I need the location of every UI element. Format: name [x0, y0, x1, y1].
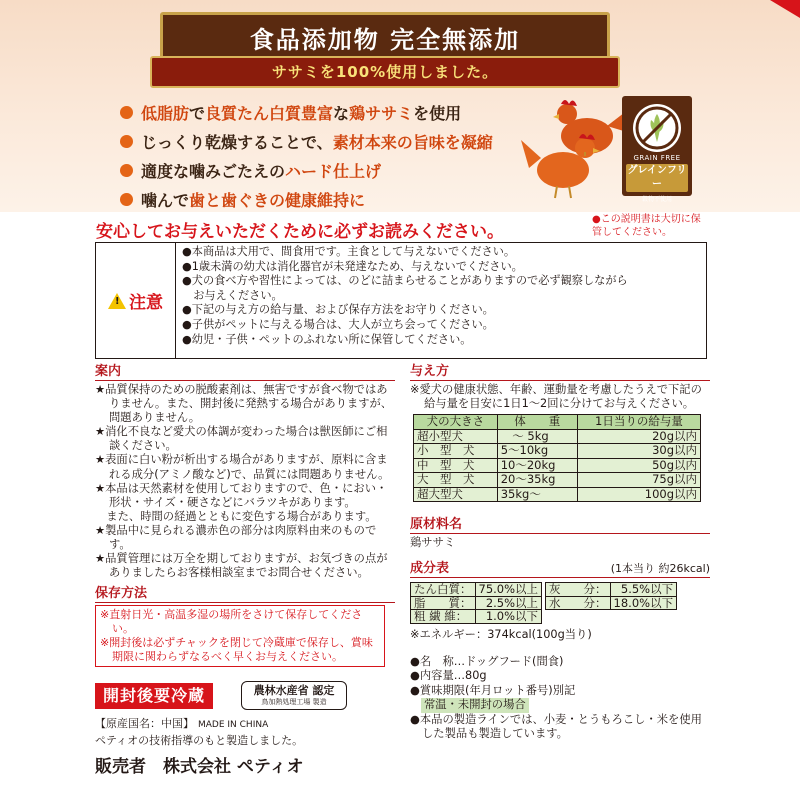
feeding-table [413, 414, 701, 502]
spec-line-note: ●本品の製造ラインでは、小麦・とうもろこし・米を使用した製品も製造しています。 [410, 712, 702, 741]
table-row [411, 596, 542, 610]
table-row [411, 583, 542, 597]
amount-cell: 20g以内 [577, 429, 700, 444]
table-row [414, 487, 701, 502]
feeding-intro-text: ※愛犬の健康状態、年齢、運動量を考慮したうえで下記の給与量を目安に1日1〜2回に分けてお与えください。 [410, 383, 702, 411]
feature-text: 噛んで [141, 190, 190, 210]
amount-cell: 75g以内 [577, 473, 700, 488]
composition-table-left [410, 582, 542, 624]
table-header-row [414, 415, 701, 430]
origin-info [95, 716, 395, 748]
composition-header [410, 560, 710, 578]
weight-cell: 〜 5kg [497, 429, 577, 444]
storage-item: ※開封後は必ずチャックを閉じて冷蔵庫で保存し、賞味期限に関わらずなるべく早くお与えください。 [100, 636, 373, 664]
grain-free-sub: 穀物不使用 [641, 196, 672, 203]
dog-size-cell: 小 型 犬 [414, 444, 498, 459]
expiry-badge: 常温・未開封の場合 [421, 698, 529, 713]
no-additives-banner: 食品添加物 完全無添加 [160, 12, 610, 70]
product-spec [410, 655, 710, 742]
composition-per: (1本当り 約26kcal) [610, 562, 710, 576]
amount-cell: 100g以内 [577, 487, 700, 502]
nutrient-value: 1.0%以下 [475, 610, 542, 624]
header-cell: 体 重 [497, 415, 577, 430]
feature-item [120, 185, 493, 213]
grain-free-en: GRAIN FREE [633, 154, 681, 162]
table-row [414, 444, 701, 459]
guide-item: ★表面に白い粉が析出する場合がありますが、原料に含まれる成分(アミノ酸など)で、品質には問題ありません。 [95, 453, 390, 481]
sasami-ribbon: ササミを100%使用しました。 [150, 56, 620, 88]
bullet-dot-icon [120, 164, 133, 177]
weight-cell: 5〜10kg [497, 444, 577, 459]
feature-highlight: 鶏ササミ [349, 103, 414, 123]
maff-certified-stamp [241, 681, 347, 710]
feature-text: 適度な噛みごたえの [141, 161, 286, 181]
feature-item [120, 98, 493, 126]
dog-size-cell: 超大型犬 [414, 487, 498, 502]
nutrient-name: 粗 繊 維： [411, 610, 476, 624]
feature-text: な [333, 103, 350, 123]
storage-item: ※直射日光・高温多湿の場所をさけて保存してください。 [100, 608, 363, 636]
caution-item: ●幼児・子供・ペットのふれない所に保管してください。 [182, 332, 472, 346]
feature-item [120, 156, 493, 184]
nutrient-value: 75.0%以上 [475, 583, 542, 597]
feature-text: じっくり乾燥することで、 [141, 132, 333, 152]
grain-free-ja: グレインフリー [627, 165, 687, 190]
feature-highlight: 歯と歯ぐきの健康維持に [189, 190, 366, 210]
amount-cell: 30g以内 [577, 444, 700, 459]
table-row [414, 473, 701, 488]
origin-note: ペティオの技術指導のもと製造しました。 [95, 734, 304, 748]
guide-item: ★品質保持のための脱酸素剤は、無害ですが食べ物ではありません。また、開封後に発熱する場合がありますが、問題ありません。 [95, 383, 393, 425]
caution-item: ●下記の与え方の給与量、および保存方法をお守りください。 [182, 303, 494, 317]
nutrient-name: 灰 分： [546, 583, 611, 597]
dog-size-cell: 中 型 犬 [414, 458, 498, 473]
nutrient-name: たん白質： [411, 583, 476, 597]
guide-item: ★品質管理には万全を期しておりますが、お気づきの点がありましたらお客様相談室までお問合せください。 [95, 552, 388, 580]
header-cell: 1日当りの給与量 [577, 415, 700, 430]
storage-title: 保存方法 [95, 585, 395, 603]
feature-item [120, 127, 493, 155]
nutrient-name: 脂 質： [411, 596, 476, 610]
refrigerate-label: 開封後要冷蔵 [95, 683, 213, 709]
weight-cell: 10〜20kg [497, 458, 577, 473]
refrigerate-row [95, 681, 395, 710]
weight-cell: 35kg〜 [497, 487, 577, 502]
composition-table-right [545, 582, 677, 610]
table-row [546, 583, 677, 597]
spec-name: ●名 称…ドッグフード(間食) [410, 654, 564, 668]
feeding-intro [410, 383, 710, 411]
caution-label [96, 243, 176, 358]
maff-main: 農林水産省 認定 [253, 684, 335, 698]
nutrient-name: 水 分： [546, 596, 611, 610]
no-grain-icon [633, 104, 681, 152]
table-row [411, 610, 542, 624]
spec-expiry: ●賞味期限(年月ロット番号)別記 [410, 683, 576, 697]
caution-item: ●犬の食べ方や習性によっては、のどに詰まらせることがありますので必ず観察しながら [182, 274, 628, 288]
guide-item: ★製品中に見られる濃赤色の部分は肉原料由来のものです。 [95, 523, 377, 552]
right-column [410, 363, 710, 742]
bullet-dot-icon [120, 193, 133, 206]
guide-list [95, 383, 395, 580]
corner-red-tag [770, 0, 800, 18]
top-promo-area [0, 0, 800, 212]
storage-box [95, 605, 385, 667]
seller-name: 販売者 株式会社 ペティオ [95, 757, 304, 778]
table-row [414, 429, 701, 444]
feature-list [120, 98, 493, 214]
feature-highlight: 素材本来の旨味を凝縮 [332, 132, 493, 152]
caution-item: お与えください。 [182, 288, 283, 302]
composition-tables [410, 580, 710, 624]
dog-size-cell: 超小型犬 [414, 429, 498, 444]
caution-header: 安心してお与えいただくために必ずお読みください。 [96, 222, 504, 242]
energy-note: ※エネルギー：374kcal(100g当り) [410, 627, 592, 641]
feature-highlight: 良質たん白質豊富 [205, 103, 334, 123]
caution-box [95, 242, 707, 359]
guide-item: また、時間の経過とともに変色する場合があります。 [95, 509, 377, 523]
table-row [546, 596, 677, 610]
grain-free-badge [622, 96, 692, 203]
chickens-illustration [515, 96, 635, 200]
amount-cell: 50g以内 [577, 458, 700, 473]
warning-icon: ! [108, 293, 126, 309]
feature-highlight: ハード仕上げ [285, 161, 382, 181]
nutrient-value: 18.0%以下 [610, 596, 677, 610]
feature-text: を使用 [413, 103, 462, 123]
feature-text: で [189, 103, 206, 123]
composition-title: 成分表 [410, 561, 450, 577]
dog-size-cell: 大 型 犬 [414, 473, 498, 488]
feeding-title: 与え方 [410, 363, 710, 381]
ingredients-value: 鶏ササミ [410, 536, 456, 550]
caution-item: ●1歳未満の幼犬は消化器官が未発達なため、与えないでください。 [182, 259, 523, 273]
nutrient-value: 2.5%以上 [475, 596, 542, 610]
weight-cell: 20〜35kg [497, 473, 577, 488]
caution-label-text: 注意 [129, 293, 163, 313]
bullet-dot-icon [120, 106, 133, 119]
caution-item: ●子供がペットに与える場合は、大人が立ち会ってください。 [182, 317, 494, 331]
guide-item: ★消化不良など愛犬の体調が変わった場合は獣医師にご相談ください。 [95, 425, 388, 453]
caution-item: ●本商品は犬用で、間食用です。主食として与えないでください。 [182, 245, 516, 258]
guide-item: ★本品は天然素材を使用しておりますので、色・におい・形状・サイズ・硬さなどにバラツキがあります。 [95, 481, 388, 509]
header-cell: 犬の大きさ [414, 415, 498, 430]
guide-title: 案内 [95, 363, 395, 381]
table-row [414, 458, 701, 473]
ingredients-title: 原材料名 [410, 516, 710, 534]
origin-label: 【原産国名：中国】 [95, 717, 194, 731]
left-column [95, 363, 395, 777]
spec-content: ●内容量…80g [410, 669, 487, 683]
nutrient-value: 5.5%以下 [610, 583, 677, 597]
bullet-dot-icon [120, 135, 133, 148]
maff-sub: 鳥加熱処理工場 製造 [261, 698, 327, 707]
origin-en: MADE IN CHINA [198, 720, 269, 731]
feature-highlight: 低脂肪 [141, 103, 190, 123]
caution-list [176, 243, 706, 358]
keep-manual-note: ●この説明書は大切に保管してください。 [592, 214, 701, 238]
